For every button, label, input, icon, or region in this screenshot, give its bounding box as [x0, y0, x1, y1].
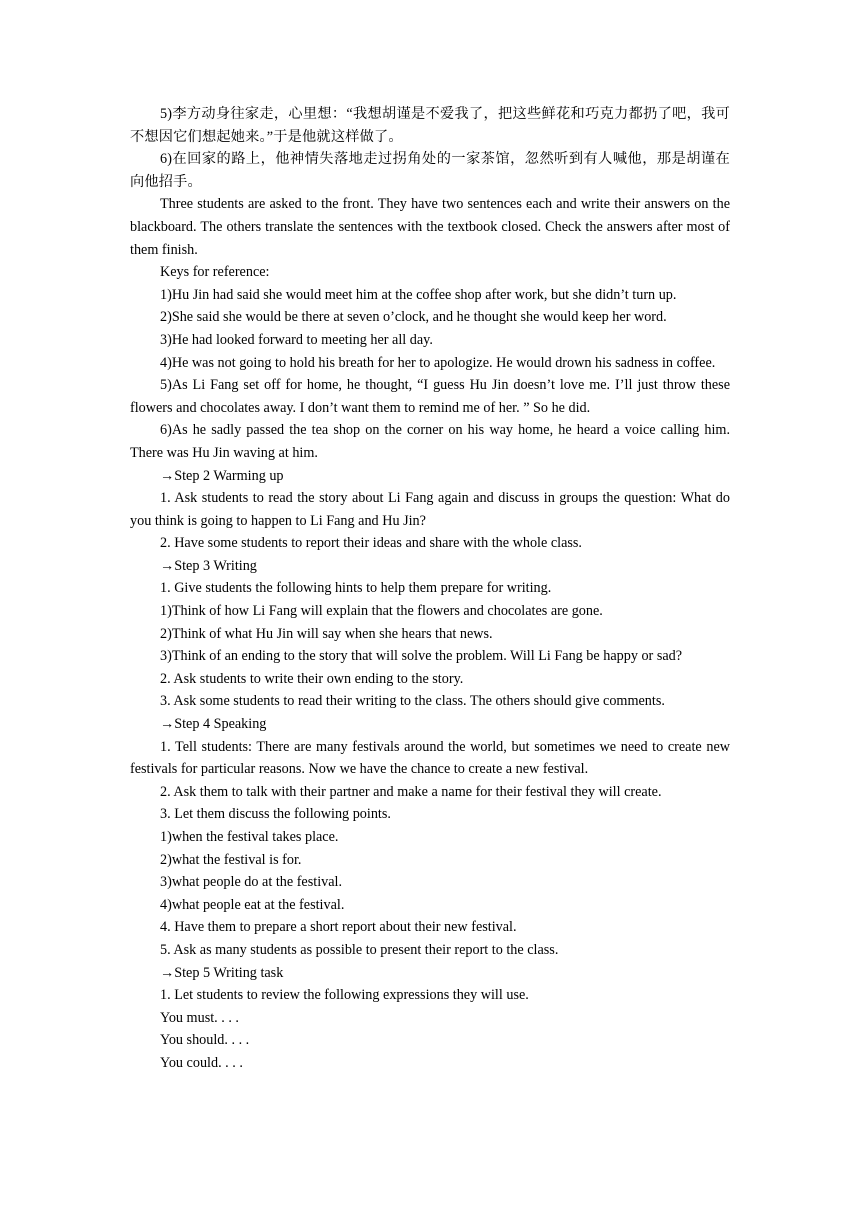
step-4-point-1: 1)when the festival takes place. [160, 829, 339, 845]
step-2-heading: →Step 2 Warming up [160, 467, 284, 484]
step-3-heading: →Step 3 Writing [160, 557, 257, 574]
step-5-item-1: 1. Let students to review the following expressions they will use. [160, 987, 529, 1004]
document-page [130, 103, 730, 1075]
step-3-item-1: 1. Give students the following hints to help them prepare for writing. [160, 580, 552, 597]
paragraph-chinese-5: 5)李方动身往家走，心里想：“我想胡谨是不爱我了，把这些鲜花和巧克力都扔了吧，我可不想因它们想起她来。”于是他就这样做了。 [130, 106, 730, 145]
key-item-5: 5)As Li Fang set off for home, he thought, “I guess Hu Jin doesn’t love me. I’ll just throw these flowers and chocolates away. I don’t want them to remind me of her. ” So he did. [130, 377, 730, 416]
step-4-item-1: 1. Tell students: There are many festivals around the world, but sometimes we need to create new festivals for particular reasons. Now we have the chance to create a new festival. [130, 738, 730, 778]
expression-should: You should. . . . [160, 1032, 250, 1049]
step-2-item-1: 1. Ask students to read the story about Li Fang again and discuss in groups the question: What do you think is going to happen to Li Fang and Hu Jin? [130, 490, 730, 529]
step-4-point-2: 2)what the festival is for. [160, 851, 302, 868]
key-item-6: 6)As he sadly passed the tea shop on the corner on his way home, he heard a voice calling him. There was Hu Jin waving at him. [130, 422, 730, 461]
step-4-point-4: 4)what people eat at the festival. [160, 896, 345, 913]
step-3-item-2: 2. Ask students to write their own ending to the story. [160, 670, 464, 687]
key-item-3: 3)He had looked forward to meeting her all day. [160, 331, 433, 348]
expression-could: You could. . . . [160, 1054, 243, 1071]
step-4-heading: →Step 4 Speaking [160, 716, 267, 733]
step-3-hint-3: 3)Think of an ending to the story that will solve the problem. Will Li Fang be happy or sad? [160, 648, 683, 665]
step-4-item-4: 4. Have them to prepare a short report about their new festival. [160, 919, 517, 936]
paragraph-chinese-6: 6)在回家的路上，他神情失落地走过拐角处的一家茶馆，忽然听到有人喊他，那是胡谨在向他招手。 [130, 151, 730, 190]
step-4-point-3: 3)what people do at the festival. [160, 874, 343, 891]
keys-heading: Keys for reference: [160, 264, 270, 281]
paragraph-instructions: Three students are asked to the front. They have two sentences each and write their answers on the blackboard. The others translate the sentences with the textbook closed. Check the answers after most of them finish. [130, 196, 730, 258]
expression-must: You must. . . . [160, 1009, 239, 1026]
step-4-item-5: 5. Ask as many students as possible to present their report to the class. [160, 941, 559, 958]
step-3-item-3: 3. Ask some students to read their writing to the class. The others should give comments. [160, 693, 665, 710]
step-3-hint-2: 2)Think of what Hu Jin will say when she hears that news. [160, 625, 493, 642]
key-item-1: 1)Hu Jin had said she would meet him at the coffee shop after work, but she didn’t turn up. [160, 286, 677, 303]
step-3-hint-1: 1)Think of how Li Fang will explain that the flowers and chocolates are gone. [160, 603, 603, 620]
key-item-4: 4)He was not going to hold his breath for her to apologize. He would drown his sadness in coffee. [160, 354, 716, 371]
key-item-2: 2)She said she would be there at seven o’clock, and he thought she would keep her word. [160, 309, 667, 326]
step-4-item-3: 3. Let them discuss the following points. [160, 806, 391, 823]
step-4-item-2: 2. Ask them to talk with their partner and make a name for their festival they will create. [160, 783, 662, 800]
step-5-heading: →Step 5 Writing task [160, 964, 284, 981]
step-2-item-2: 2. Have some students to report their ideas and share with the whole class. [160, 535, 582, 552]
